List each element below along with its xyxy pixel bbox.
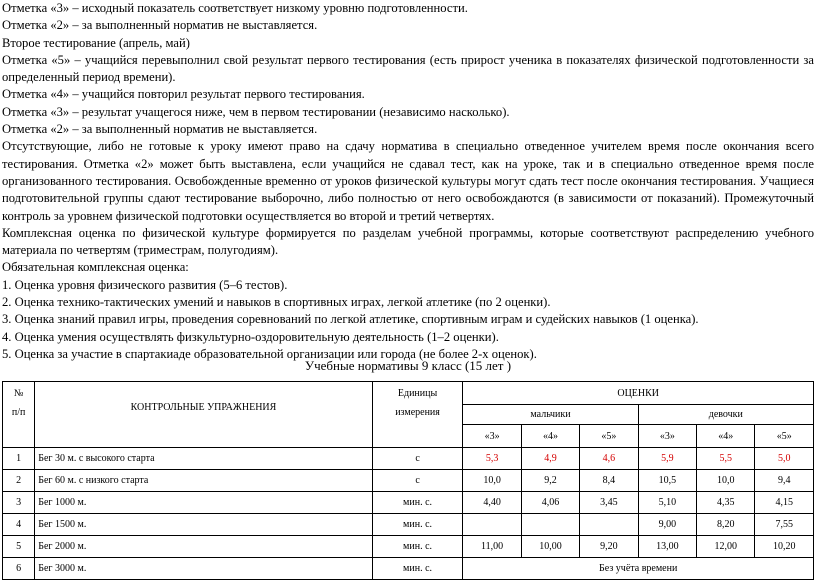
boys-grade-3: 10,0: [463, 470, 521, 492]
row-num: 2: [3, 470, 35, 492]
row-exercise: Бег 3000 м.: [35, 558, 372, 580]
girls-grade-5: 9,4: [755, 470, 814, 492]
header-boys-grade-4: «4»: [521, 425, 579, 448]
header-units-top: Единицы: [397, 387, 438, 399]
boys-grade-5: 8,4: [580, 470, 638, 492]
girls-grade-5: 4,15: [755, 492, 814, 514]
row-exercise: Бег 1500 м.: [35, 514, 372, 536]
table-title: Учебные нормативы 9 класс (15 лет ): [304, 358, 512, 373]
row-num: 4: [3, 514, 35, 536]
row-exercise: Бег 60 м. с низкого старта: [35, 470, 372, 492]
header-boys-grade-5: «5»: [580, 425, 638, 448]
row-unit: с: [372, 448, 463, 470]
boys-grade-4: 4,9: [521, 448, 579, 470]
row-num: 3: [3, 492, 35, 514]
girls-grade-5: 10,20: [755, 536, 814, 558]
row-exercise: Бег 2000 м.: [35, 536, 372, 558]
table-row: [3, 558, 814, 580]
girls-grade-3: 5,9: [638, 448, 696, 470]
header-girls-grade-5: «5»: [755, 425, 814, 448]
header-num-top: №: [13, 387, 24, 399]
boys-grade-4: [521, 514, 579, 536]
paragraph: Отметка «2» – за выполненный норматив не выставляется.: [2, 18, 318, 33]
boys-grade-5: 3,45: [580, 492, 638, 514]
paragraph: 5. Оценка за участие в спартакиаде образовательной организации или города (не более 2-х оценок).: [2, 346, 537, 361]
row-unit: мин. с.: [372, 514, 463, 536]
girls-grade-3: 5,10: [638, 492, 696, 514]
text-block: [2, 0, 814, 363]
table-row: [3, 492, 814, 514]
girls-grade-3: 13,00: [638, 536, 696, 558]
merged-note: Без учёта времени: [463, 558, 814, 580]
row-unit: мин. с.: [372, 558, 463, 580]
header-num: [3, 382, 35, 448]
row-exercise: Бег 30 м. с высокого старта: [35, 448, 372, 470]
table-row: [3, 536, 814, 558]
boys-grade-4: 4,06: [521, 492, 579, 514]
row-exercise: Бег 1000 м.: [35, 492, 372, 514]
paragraph: 4. Оценка умения осуществлять физкультурно-оздоровительную деятельность (1–2 оценки).: [2, 329, 499, 344]
table-row: [3, 448, 814, 470]
girls-grade-4: 5,5: [697, 448, 755, 470]
boys-grade-4: 10,00: [521, 536, 579, 558]
header-boys: мальчики: [463, 405, 638, 425]
header-girls-grade-3: «3»: [638, 425, 696, 448]
boys-grade-5: 9,20: [580, 536, 638, 558]
boys-grade-3: [463, 514, 521, 536]
header-exercise: КОНТРОЛЬНЫЕ УПРАЖНЕНИЯ: [35, 382, 372, 448]
girls-grade-3: 9,00: [638, 514, 696, 536]
row-unit: мин. с.: [372, 492, 463, 514]
paragraph: Отсутствующие, либо не готовые к уроку имеют право на сдачу норматива в специально отведенное учителем время после окончания всего тестирования. Отметка «2» может быть выставлена, если учащийся не сдавал тест, как на уроке, так и в специально отведенное время после организованного тестирования. Освобожденные временно от уроков физической культуры могут сдать тест после окончания тестирования. Учащиеся подготовительной группы сдают тестирование выборочно, либо полностью от него освобождаются (в зависимости от показаний). Промежуточный контроль за уровнем физической подготовки осуществляется во второй и третий четвертях.: [2, 139, 814, 223]
paragraph: 2. Оценка технико-тактических умений и навыков в спортивных играх, легкой атлетике (по 2 оценки).: [2, 295, 551, 310]
paragraph: Отметка «3» – результат учащегося ниже, чем в первом тестировании (независимо насколько).: [2, 104, 510, 119]
header-units: [372, 382, 463, 448]
girls-grade-4: 12,00: [697, 536, 755, 558]
girls-grade-5: 5,0: [755, 448, 814, 470]
boys-grade-3: 5,3: [463, 448, 521, 470]
header-boys-grade-3: «3»: [463, 425, 521, 448]
girls-grade-3: 10,5: [638, 470, 696, 492]
paragraph: 1. Оценка уровня физического развития (5–6 тестов).: [2, 277, 288, 292]
paragraph: Отметка «4» – учащийся повторил результат первого тестирования.: [2, 87, 365, 102]
boys-grade-5: 4,6: [580, 448, 638, 470]
boys-grade-5: [580, 514, 638, 536]
girls-grade-5: 7,55: [755, 514, 814, 536]
paragraph: Второе тестирование (апрель, май): [2, 35, 190, 50]
table-row: [3, 470, 814, 492]
boys-grade-3: 4,40: [463, 492, 521, 514]
paragraph: Отметка «2» – за выполненный норматив не выставляется.: [2, 122, 318, 137]
row-num: 5: [3, 536, 35, 558]
boys-grade-3: 11,00: [463, 536, 521, 558]
norms-table: [2, 381, 814, 580]
paragraph: Отметка «3» – исходный показатель соответствует низкому уровню подготовленности.: [2, 1, 468, 15]
row-num: 1: [3, 448, 35, 470]
paragraph: Комплексная оценка по физической культуре формируется по разделам учебной программы, которые соответствуют распределению учебного материала по четвертям (триместрам, полугодиям).: [2, 225, 814, 258]
header-grades: ОЦЕНКИ: [463, 382, 814, 405]
header-girls-grade-4: «4»: [697, 425, 755, 448]
girls-grade-4: 4,35: [697, 492, 755, 514]
paragraph: Обязательная комплексная оценка:: [2, 260, 189, 275]
header-num-bottom: п/п: [11, 406, 26, 418]
girls-grade-4: 8,20: [697, 514, 755, 536]
girls-grade-4: 10,0: [697, 470, 755, 492]
paragraph: 3. Оценка знаний правил игры, проведения соревнований по легкой атлетике, спортивным играм и судейских навыков (1 оценка).: [2, 312, 699, 327]
header-units-bottom: измерения: [395, 406, 440, 418]
table-row: [3, 514, 814, 536]
header-girls: девочки: [638, 405, 813, 425]
row-num: 6: [3, 558, 35, 580]
row-unit: мин. с.: [372, 536, 463, 558]
paragraph: Отметка «5» – учащийся перевыполнил свой результат первого тестирования (есть прирост ученика в показателях физической подготовленности за определенный период времени).: [2, 52, 814, 85]
boys-grade-4: 9,2: [521, 470, 579, 492]
row-unit: с: [372, 470, 463, 492]
